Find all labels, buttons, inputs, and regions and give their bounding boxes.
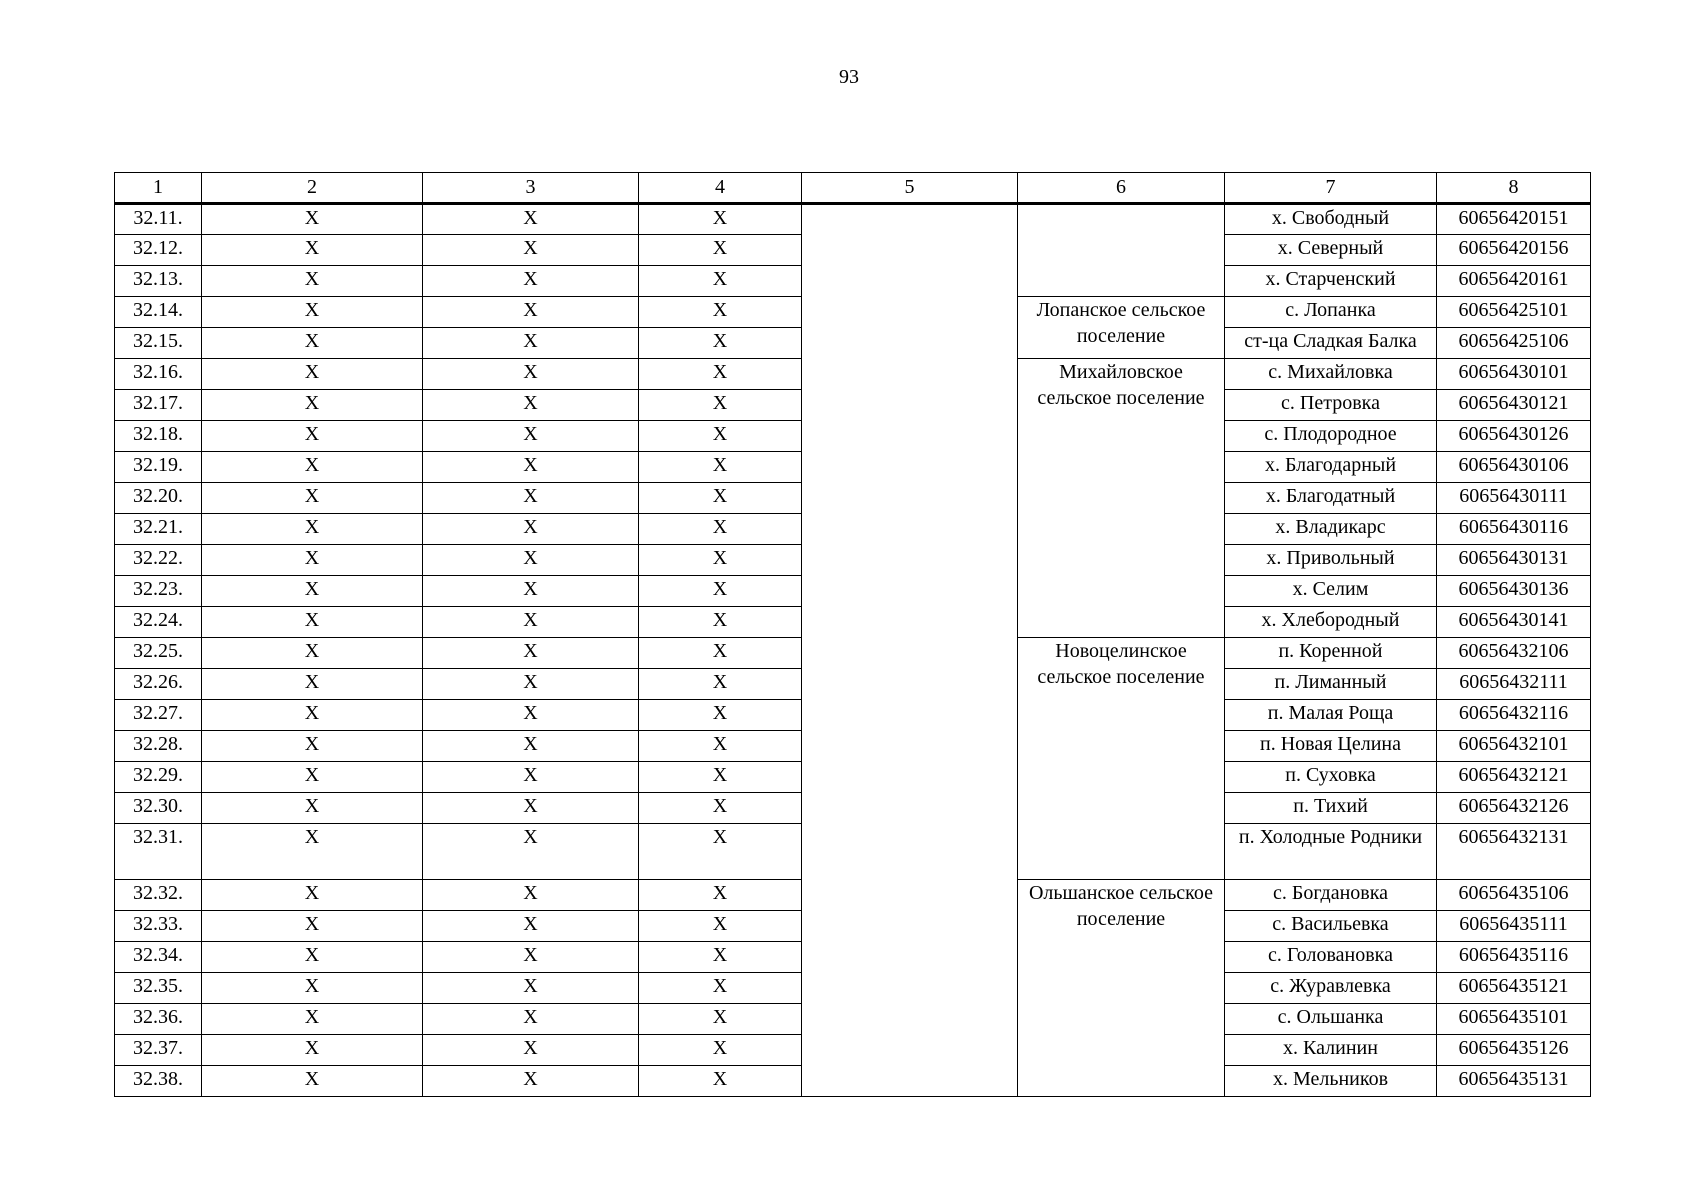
x-mark-cell: X: [639, 1004, 802, 1035]
x-mark-cell: X: [202, 266, 423, 297]
page-number: 93: [839, 66, 859, 88]
x-mark-cell: X: [423, 545, 639, 576]
locality-name-cell: с. Ольшанка: [1225, 1004, 1437, 1035]
row-number-cell: 32.38.: [115, 1066, 202, 1097]
oktmo-code-cell: 60656430126: [1437, 421, 1591, 452]
x-mark-cell: X: [202, 576, 423, 607]
x-mark-cell: X: [423, 359, 639, 390]
x-mark-cell: X: [639, 607, 802, 638]
row-number-cell: 32.22.: [115, 545, 202, 576]
oktmo-code-cell: 60656430116: [1437, 514, 1591, 545]
settlement-name-cell: Лопанское сельское поселение: [1018, 297, 1225, 359]
x-mark-cell: X: [202, 297, 423, 328]
table-body: [115, 204, 1591, 1097]
x-mark-cell: X: [202, 607, 423, 638]
x-mark-cell: X: [639, 576, 802, 607]
row-number-cell: 32.24.: [115, 607, 202, 638]
locality-name-cell: х. Благодатный: [1225, 483, 1437, 514]
locality-name-cell: х. Свободный: [1225, 204, 1437, 235]
oktmo-code-cell: 60656432121: [1437, 762, 1591, 793]
x-mark-cell: X: [202, 1035, 423, 1066]
x-mark-cell: X: [423, 793, 639, 824]
header-cell: 6: [1018, 173, 1225, 204]
oktmo-code-cell: 60656432116: [1437, 700, 1591, 731]
row-number-cell: 32.13.: [115, 266, 202, 297]
oktmo-code-cell: 60656432106: [1437, 638, 1591, 669]
row-number-cell: 32.20.: [115, 483, 202, 514]
header-cell: 7: [1225, 173, 1437, 204]
x-mark-cell: X: [202, 973, 423, 1004]
x-mark-cell: X: [202, 328, 423, 359]
row-number-cell: 32.25.: [115, 638, 202, 669]
row-number-cell: 32.15.: [115, 328, 202, 359]
x-mark-cell: X: [423, 204, 639, 235]
column-5-cell: [802, 204, 1018, 1097]
oktmo-code-cell: 60656435131: [1437, 1066, 1591, 1097]
table-row: [115, 204, 1591, 235]
x-mark-cell: X: [423, 1035, 639, 1066]
locality-name-cell: п. Новая Целина: [1225, 731, 1437, 762]
row-number-cell: 32.32.: [115, 880, 202, 911]
oktmo-code-cell: 60656430111: [1437, 483, 1591, 514]
row-number-cell: 32.31.: [115, 824, 202, 880]
locality-name-cell: с. Богдановка: [1225, 880, 1437, 911]
x-mark-cell: X: [202, 824, 423, 880]
header-cell: 2: [202, 173, 423, 204]
oktmo-code-cell: 60656425106: [1437, 328, 1591, 359]
locality-name-cell: х. Северный: [1225, 235, 1437, 266]
x-mark-cell: X: [202, 638, 423, 669]
oktmo-code-cell: 60656420151: [1437, 204, 1591, 235]
header-row: [115, 173, 1591, 204]
x-mark-cell: X: [202, 359, 423, 390]
row-number-cell: 32.21.: [115, 514, 202, 545]
x-mark-cell: X: [639, 545, 802, 576]
locality-name-cell: п. Малая Роща: [1225, 700, 1437, 731]
locality-name-cell: х. Привольный: [1225, 545, 1437, 576]
row-number-cell: 32.12.: [115, 235, 202, 266]
x-mark-cell: X: [639, 1035, 802, 1066]
x-mark-cell: X: [423, 297, 639, 328]
row-number-cell: 32.34.: [115, 942, 202, 973]
x-mark-cell: X: [423, 942, 639, 973]
locality-name-cell: с. Петровка: [1225, 390, 1437, 421]
x-mark-cell: X: [639, 297, 802, 328]
row-number-cell: 32.29.: [115, 762, 202, 793]
locality-name-cell: х. Селим: [1225, 576, 1437, 607]
header-cell: 1: [115, 173, 202, 204]
oktmo-code-cell: 60656435126: [1437, 1035, 1591, 1066]
row-number-cell: 32.14.: [115, 297, 202, 328]
header-cell: 4: [639, 173, 802, 204]
locality-name-cell: с. Лопанка: [1225, 297, 1437, 328]
x-mark-cell: X: [639, 235, 802, 266]
row-number-cell: 32.27.: [115, 700, 202, 731]
row-number-cell: 32.26.: [115, 669, 202, 700]
x-mark-cell: X: [202, 762, 423, 793]
settlement-name-cell: Михайловское сельское поселение: [1018, 359, 1225, 638]
x-mark-cell: X: [423, 266, 639, 297]
oktmo-code-cell: 60656435121: [1437, 973, 1591, 1004]
x-mark-cell: X: [639, 452, 802, 483]
x-mark-cell: X: [639, 483, 802, 514]
x-mark-cell: X: [423, 607, 639, 638]
locality-name-cell: с. Головановка: [1225, 942, 1437, 973]
x-mark-cell: X: [423, 973, 639, 1004]
x-mark-cell: X: [423, 762, 639, 793]
oktmo-code-cell: 60656420161: [1437, 266, 1591, 297]
x-mark-cell: X: [423, 1004, 639, 1035]
x-mark-cell: X: [423, 638, 639, 669]
settlements-table: [114, 172, 1591, 1097]
row-number-cell: 32.17.: [115, 390, 202, 421]
row-number-cell: 32.18.: [115, 421, 202, 452]
x-mark-cell: X: [202, 421, 423, 452]
row-number-cell: 32.30.: [115, 793, 202, 824]
row-number-cell: 32.23.: [115, 576, 202, 607]
locality-name-cell: х. Старченский: [1225, 266, 1437, 297]
row-number-cell: 32.37.: [115, 1035, 202, 1066]
locality-name-cell: х. Хлебородный: [1225, 607, 1437, 638]
locality-name-cell: х. Благодарный: [1225, 452, 1437, 483]
locality-name-cell: х. Мельников: [1225, 1066, 1437, 1097]
x-mark-cell: X: [639, 793, 802, 824]
locality-name-cell: х. Владикарс: [1225, 514, 1437, 545]
x-mark-cell: X: [202, 452, 423, 483]
x-mark-cell: X: [639, 762, 802, 793]
x-mark-cell: X: [202, 1066, 423, 1097]
x-mark-cell: X: [202, 700, 423, 731]
x-mark-cell: X: [202, 731, 423, 762]
locality-name-cell: п. Лиманный: [1225, 669, 1437, 700]
oktmo-code-cell: 60656432111: [1437, 669, 1591, 700]
x-mark-cell: X: [423, 700, 639, 731]
locality-name-cell: с. Плодородное: [1225, 421, 1437, 452]
row-number-cell: 32.33.: [115, 911, 202, 942]
x-mark-cell: X: [639, 390, 802, 421]
x-mark-cell: X: [639, 731, 802, 762]
header-cell: 5: [802, 173, 1018, 204]
locality-name-cell: п. Суховка: [1225, 762, 1437, 793]
oktmo-code-cell: 60656432101: [1437, 731, 1591, 762]
x-mark-cell: X: [423, 669, 639, 700]
x-mark-cell: X: [639, 266, 802, 297]
settlement-name-cell: Ольшанское сельское поселение: [1018, 880, 1225, 1097]
row-number-cell: 32.11.: [115, 204, 202, 235]
x-mark-cell: X: [423, 576, 639, 607]
x-mark-cell: X: [423, 880, 639, 911]
x-mark-cell: X: [639, 911, 802, 942]
locality-name-cell: п. Тихий: [1225, 793, 1437, 824]
x-mark-cell: X: [639, 824, 802, 880]
settlement-name-cell: [1018, 204, 1225, 297]
x-mark-cell: X: [639, 328, 802, 359]
x-mark-cell: X: [639, 421, 802, 452]
row-number-cell: 32.16.: [115, 359, 202, 390]
x-mark-cell: X: [639, 638, 802, 669]
row-number-cell: 32.28.: [115, 731, 202, 762]
locality-name-cell: с. Михайловка: [1225, 359, 1437, 390]
oktmo-code-cell: 60656430131: [1437, 545, 1591, 576]
x-mark-cell: X: [423, 483, 639, 514]
x-mark-cell: X: [202, 390, 423, 421]
oktmo-code-cell: 60656435106: [1437, 880, 1591, 911]
x-mark-cell: X: [639, 204, 802, 235]
x-mark-cell: X: [423, 731, 639, 762]
x-mark-cell: X: [639, 514, 802, 545]
oktmo-code-cell: 60656435101: [1437, 1004, 1591, 1035]
oktmo-code-cell: 60656432131: [1437, 824, 1591, 880]
locality-name-cell: с. Васильевка: [1225, 911, 1437, 942]
header-cell: 3: [423, 173, 639, 204]
row-number-cell: 32.36.: [115, 1004, 202, 1035]
x-mark-cell: X: [202, 235, 423, 266]
x-mark-cell: X: [202, 514, 423, 545]
oktmo-code-cell: 60656420156: [1437, 235, 1591, 266]
x-mark-cell: X: [423, 514, 639, 545]
x-mark-cell: X: [639, 942, 802, 973]
x-mark-cell: X: [202, 880, 423, 911]
x-mark-cell: X: [202, 669, 423, 700]
oktmo-code-cell: 60656430136: [1437, 576, 1591, 607]
locality-name-cell: х. Калинин: [1225, 1035, 1437, 1066]
oktmo-code-cell: 60656425101: [1437, 297, 1591, 328]
x-mark-cell: X: [639, 359, 802, 390]
x-mark-cell: X: [423, 390, 639, 421]
x-mark-cell: X: [202, 204, 423, 235]
x-mark-cell: X: [423, 824, 639, 880]
oktmo-code-cell: 60656435116: [1437, 942, 1591, 973]
x-mark-cell: X: [202, 483, 423, 514]
oktmo-code-cell: 60656432126: [1437, 793, 1591, 824]
oktmo-code-cell: 60656430101: [1437, 359, 1591, 390]
x-mark-cell: X: [639, 669, 802, 700]
header-cell: 8: [1437, 173, 1591, 204]
row-number-cell: 32.35.: [115, 973, 202, 1004]
x-mark-cell: X: [639, 880, 802, 911]
locality-name-cell: с. Журавлевка: [1225, 973, 1437, 1004]
oktmo-code-cell: 60656435111: [1437, 911, 1591, 942]
x-mark-cell: X: [202, 1004, 423, 1035]
x-mark-cell: X: [202, 793, 423, 824]
oktmo-code-cell: 60656430121: [1437, 390, 1591, 421]
oktmo-code-cell: 60656430141: [1437, 607, 1591, 638]
x-mark-cell: X: [202, 545, 423, 576]
x-mark-cell: X: [423, 1066, 639, 1097]
x-mark-cell: X: [639, 973, 802, 1004]
settlement-name-cell: Новоцелинское сельское поселение: [1018, 638, 1225, 880]
x-mark-cell: X: [639, 700, 802, 731]
x-mark-cell: X: [202, 911, 423, 942]
locality-name-cell: п. Холодные Родники: [1225, 824, 1437, 880]
x-mark-cell: X: [639, 1066, 802, 1097]
oktmo-code-cell: 60656430106: [1437, 452, 1591, 483]
x-mark-cell: X: [423, 911, 639, 942]
x-mark-cell: X: [423, 328, 639, 359]
x-mark-cell: X: [423, 235, 639, 266]
locality-name-cell: ст-ца Сладкая Балка: [1225, 328, 1437, 359]
locality-name-cell: п. Коренной: [1225, 638, 1437, 669]
x-mark-cell: X: [423, 452, 639, 483]
x-mark-cell: X: [423, 421, 639, 452]
x-mark-cell: X: [202, 942, 423, 973]
row-number-cell: 32.19.: [115, 452, 202, 483]
